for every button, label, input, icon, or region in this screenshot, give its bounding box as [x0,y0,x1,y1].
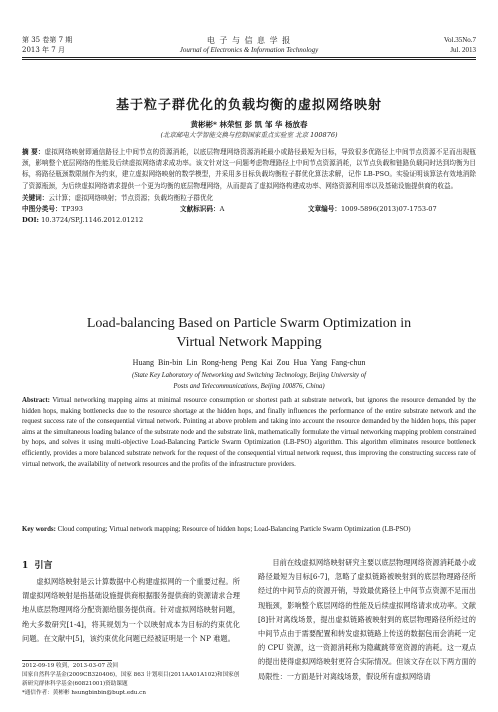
keywords-en-label: Key words: [22,526,56,533]
doc-label: 文献标识码： [180,205,220,214]
keywords-cn-label: 关键词： [22,193,49,202]
affiliation-en-line2: Posts and Telecommunications, Beijing 100876, China) [173,382,325,390]
header-rule-bottom [22,59,476,60]
keywords-cn-text: 云计算；虚拟网络映射；节点资源；负载均衡粒子群优化 [48,193,214,202]
authors-en: Huang Bin-bin Lin Rong-heng Peng Kai Zou Hua Yang Fang-chun [132,358,366,367]
clc-label: 中图分类号： [22,205,62,214]
header-volume-cn: 第 35 卷第 7 期 [22,36,73,44]
article-label: 文章编号： [308,205,341,214]
authors-cn: 黄彬彬* 林荣恒 彭 凯 邹 华 杨放春 [190,120,308,129]
footnote-fund: 国家自然科学基金(2009CB320406)，国家 863 计划项目(2011AA01A102)和国家创新研究群体科学基金(60821001)资助课题 [22,672,240,687]
header-rule-top [22,57,476,58]
abstract-cn-text: 虚拟网络映射即通信路径上中间节点的资源消耗，以底层物理网络资源消耗最小或路径最短为目标，导致很多优路径上中间节点资源不足而出现瓶颈，影响整个底层网络的性能及后续虚拟网络请求成功率。该文针对这一问题考虑物理路径上中间节点资源消耗，以节点负载和链路负载同时达到均衡为目标，将路径瓶颈数限制作为约束，建立虚拟网络映射的数学模型，并采用多目标负载均衡粒子群优化算法求解，记作 LB-PSO。实验证明该算法有效地消除了资源瓶颈，为后续虚拟网络请求提供一个更为均衡的底层物理网络，从而提高了虚拟网络构建成功率、网络资源利用率以及基础设施提供商的收益。 [22,148,476,190]
clc-code [22,204,83,215]
affiliation-en [0,371,498,392]
paper-title-en-line2: Virtual Network Mapping [176,335,322,350]
footnote-corresponding: *通信作者：黄彬彬 hsungbinbin@bupt.edu.cn [22,690,146,696]
section-number: 1 [22,561,29,571]
abstract-cn [22,147,476,226]
header-date-cn: 2013 年 7 月 [22,46,65,54]
header-journal-en: Journal of Electronics & Information Technology [179,46,319,54]
doc-code [180,204,224,215]
keywords-en-text: Cloud computing; Virtual network mapping; Resource of hidden hops; Load-Balancing Particle Swarm Optimization (LB-PSO) [57,526,411,533]
doc-value: A [219,205,225,214]
doi-row [22,215,476,226]
abstract-en [22,396,476,470]
abstract-en-text: Virtual networking mapping aims at minimal resource consumption or shortest path at substrate network, but ignores the resource demanded by the hidden hops, making bottlenecks due to the resource shortage at the hidden hops, and finally influences the performance of the entire substrate network and the request success rate of the consequential virtual network. Pointing at above problem and taking into account the resource demanded by the hidden hops, this paper aims at the simultaneous loading balance of the substrate node and the substrate link, mathematically formulate the virtual networking mapping problem constrained by hops, and solves it using multi-objective Load-Balancing Particle Swarm Optimization (LB-PSO) algorithm. This algorithm eliminates resource bottleneck efficiently, provides a more balanced substrate network for the request of the consequential virtual network request, thus improving the constructing success rate of virtual network, the availability of network resources and the profits of the infrastructure providers. [22,397,476,468]
abstract-en-label: Abstract: [22,397,50,404]
affiliation-cn: (北京邮电大学智能交换与控制国家重点实验室 北京 100876) [160,131,338,139]
article-value: 1009-5896(2013)07-1753-07 [340,205,437,214]
footnote-rule [22,660,112,661]
paper-title-en [0,314,498,352]
doi-value: 10.3724/SP.J.1146.2012.01212 [41,216,144,225]
body-column-right: 目前在线虚拟网络映射研究主要以底层物理网络资源消耗最小或路径最短为目标[6-7]，忽略了虚拟链路被映射到的底层物理路径所经过的中间节点的资源开销，导致最优路径上中间节点资源不足而出现瓶颈，影响整个底层网络的性能及后续虚拟网络请求成功率。文献[8]针对离线场景，提出虚拟链路被映射到的底层物理路径所经过的中间节点由于需要配置和转发虚拟链路上传送的数据包而会消耗一定的 CPU 资源，这一资源消耗称为隐藏跳带宽资源的消耗。这一观点的提出使得虚拟网络映射更符合实际情况。但该文存在以下两方面的局限性：一方面是针对离线场景，假设所有虚拟网络请 [258,558,476,681]
body-column-left: 虚拟网络映射是云计算数据中心构建虚拟网的一个重要过程。所谓虚拟网络映射是指基础设施提供商根据服务提供商的资源请求合理地从底层物理网络分配资源给服务提供商。针对虚拟网络映射问题，绝大多数研究[1-4]，将其规划为一个以映射成本为目标的约束优化问题。在文献中[5]，该约束优化问题已经被证明是一个 NP 难题。 [22,577,240,643]
article-number [308,204,437,215]
keywords-en [22,525,476,536]
section-title: 引言 [34,561,53,571]
abstract-cn-label: 摘 要： [22,148,45,156]
paper-title-cn: 基于粒子群优化的负载均衡的虚拟网络映射 [115,98,382,113]
classification-row [22,204,476,215]
section-heading [22,558,53,571]
header-journal-cn: 电 子 与 信 息 学 报 [206,36,292,45]
footnote [22,662,240,698]
footnote-received: 2012-09-19 收到，2013-03-07 改回 [22,663,119,669]
keywords-cn [22,193,476,204]
clc-value: TP393 [61,205,83,214]
affiliation-en-line1: (State Key Laboratory of Networking and Switching Technology, Beijing University of [131,372,367,379]
header-volume-en: Vol.35No.7 [443,36,476,44]
paper-title-en-line1: Load-balancing Based on Particle Swarm Optimization in [86,316,412,331]
header-date-en: Jul. 2013 [450,46,476,54]
doi-label: DOI: [22,216,39,225]
